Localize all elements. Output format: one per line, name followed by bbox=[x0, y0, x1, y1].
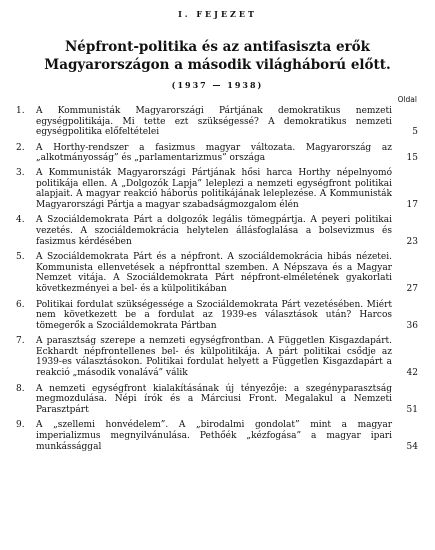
toc-entry-page: 5 bbox=[412, 127, 418, 138]
page-column-label: Oldal bbox=[397, 95, 417, 104]
chapter-title bbox=[0, 38, 435, 74]
toc-entry-number: 8. bbox=[16, 383, 25, 394]
toc-entry bbox=[16, 215, 418, 247]
toc-entry-page: 27 bbox=[406, 283, 418, 294]
toc-entry bbox=[16, 143, 418, 164]
toc-entry-page: 51 bbox=[406, 404, 418, 415]
toc-entry-number: 3. bbox=[16, 167, 25, 178]
toc-entry-page: 17 bbox=[406, 199, 418, 210]
toc-entry bbox=[16, 106, 418, 138]
toc-entry-number: 6. bbox=[16, 299, 25, 310]
toc-entry bbox=[16, 168, 418, 210]
toc-entry-page: 15 bbox=[406, 153, 418, 164]
toc-entry-page: 54 bbox=[406, 441, 418, 452]
toc-entry bbox=[16, 420, 418, 452]
toc-entry-number: 4. bbox=[16, 215, 25, 226]
toc-entry-text: A Horthy-rendszer a fasizmus magyar változata. Magyarország az „alkotmányosság” és „parlamentarizmus” országa bbox=[36, 142, 392, 164]
toc-entry-number: 7. bbox=[16, 336, 25, 347]
toc-entry-text: A Kommunisták Magyarországi Pártjának demokratikus nemzeti egységpolitikája. Mi tette ezt szükségessé? A demokratikus nemzeti egységpolitika előfeltételei bbox=[36, 106, 392, 138]
toc-entry bbox=[16, 384, 418, 416]
toc-entry-number: 2. bbox=[16, 142, 25, 153]
chapter-heading: I. FEJEZET bbox=[178, 9, 257, 19]
toc-entry bbox=[16, 300, 418, 332]
toc-entry bbox=[16, 336, 418, 378]
toc-entry-page: 23 bbox=[406, 236, 418, 247]
toc-entry-number: 9. bbox=[16, 420, 25, 431]
toc-entry-page: 36 bbox=[406, 320, 418, 331]
chapter-years: (1937 — 1938) bbox=[171, 80, 264, 90]
toc-entry-text: A Kommunisták Magyarországi Pártjának hősi harca Horthy népelnyomó politikája ellen. A „Dolgozók Lapja” leleplezi a nemzeti egységfront politikai alapjait. A magyar reakció háborús politikájának leleplezése. A Kommunisták Magyarországi Pártja a magyar szabadságmozgalom élén bbox=[36, 167, 392, 210]
toc-entry-text: A Szociáldemokrata Párt és a népfront. A szociáldemokrácia hibás nézetei. Kommunista ellenvetések a népfronttal szemben. A Népszava és a Magyar Nemzet vitája. A Szociáldemokrata Párt népfront-elméletének gyakorlati következményei a bel- és a külpolitikában bbox=[36, 252, 392, 294]
toc-entry-number: 5. bbox=[16, 252, 25, 263]
toc-entry bbox=[16, 252, 418, 294]
title-line-2: Magyarországon a második világháború előtt. bbox=[44, 57, 391, 73]
toc-entry-text: A parasztság szerepe a nemzeti egységfrontban. A Független Kisgazdapárt. Eckhardt népfrontellenes bel- és külpolitikája. A párt politikai csődje az 1939-es választásokon. Politikai fordulat helyett a Független Kisgazdapárt a reakció „második vonalává” válik bbox=[36, 336, 392, 379]
toc-entry-text: A nemzeti egységfront kialakításának új tényezője: a szegényparasztság megmozdulása. Népi írók és a Márciusi Front. Megalakul a Nemzeti Parasztpárt bbox=[36, 383, 392, 415]
toc-entry-text: Politikai fordulat szükségessége a Szociáldemokrata Párt vezetésében. Miért nem következett be a fordulat az 1939-es választások után? Harcos tömegerők a Szociáldemokrata Pártban bbox=[36, 299, 392, 331]
toc-entry-number: 1. bbox=[16, 106, 25, 116]
toc-entry-page: 42 bbox=[406, 368, 418, 379]
title-line-1: Népfront-politika és az antifasiszta erők bbox=[64, 39, 371, 55]
toc-entry-text: A Szociáldemokrata Párt a dolgozók legális tömegpártja. A peyeri politikai vezetés. A szociáldemokrácia helytelen állásfoglalása a bolsevizmus és fasizmus kérdésében bbox=[36, 215, 392, 247]
table-of-contents bbox=[16, 106, 418, 452]
toc-entry-text: A „szellemi honvédelem”. A „birodalmi gondolat” mint a magyar imperializmus megnyilvánulása. Pethőék „kézfogása” a magyar ipari munkássággal bbox=[36, 420, 392, 452]
